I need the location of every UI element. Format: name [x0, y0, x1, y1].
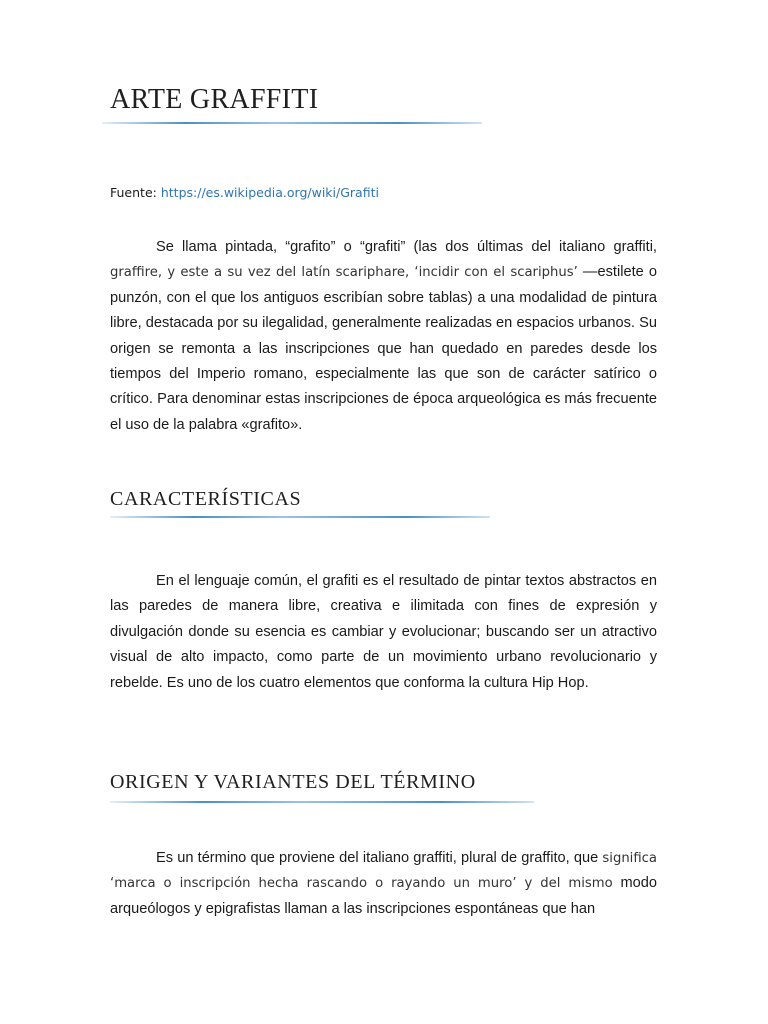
- page-title: ARTE GRAFFITI: [110, 84, 319, 115]
- section-underline-origen: [110, 801, 534, 803]
- origen-text-1: Es un término que proviene del italiano graffiti, plural de graffito, que: [156, 850, 599, 866]
- section-underline-caracteristicas: [110, 516, 490, 518]
- source-link[interactable]: https://es.wikipedia.org/wiki/Grafiti: [160, 185, 379, 200]
- origen-text-3: modo arqueólogos y epigrafistas llaman a las inscripciones espontáneas que han: [110, 875, 658, 917]
- origen-paragraph: [110, 846, 657, 922]
- intro-text-2: graffire, y este a su vez del latín scariphare, ‘incidir con el scariphus’: [110, 265, 578, 281]
- intro-text-3: —estilete o punzón, con el que los antiguos escribían sobre tablas) a una modalidad de pintura libre, destacada por su ilegalidad, generalmente realizadas en espacios urbanos. Su origen se remonta a las inscripciones que han quedado en paredes desde los tiempos del Imperio romano, especialmente las que son de carácter satírico o crítico. Para denominar estas inscripciones de época arqueológica es más frecuente el uso de la palabra «grafito».: [110, 264, 658, 433]
- section-heading-caracteristicas: CARACTERÍSTICAS: [110, 488, 302, 510]
- intro-text-1: Se llama pintada, “grafito” o “grafiti” (las dos últimas del italiano graffiti,: [156, 239, 657, 255]
- caracteristicas-paragraph: En el lenguaje común, el grafiti es el resultado de pintar textos abstractos en las paredes de manera libre, creativa e ilimitada con fines de expresión y divulgación donde su esencia es cambiar y evolucionar; buscando ser un atractivo visual de alto impacto, como parte de un movimiento urbano revolucionario y rebelde. Es uno de los cuatro elementos que conforma la cultura Hip Hop.: [110, 573, 657, 691]
- intro-paragraph: [110, 235, 657, 438]
- section-heading-origen: ORIGEN Y VARIANTES DEL TÉRMINO: [110, 771, 476, 793]
- title-underline: [102, 122, 482, 124]
- origen-text-2: significa ‘marca o inscripción hecha rascando o rayando un muro’ y del mismo: [110, 851, 657, 892]
- source-label: Fuente:: [110, 185, 157, 200]
- source-line: [110, 185, 379, 200]
